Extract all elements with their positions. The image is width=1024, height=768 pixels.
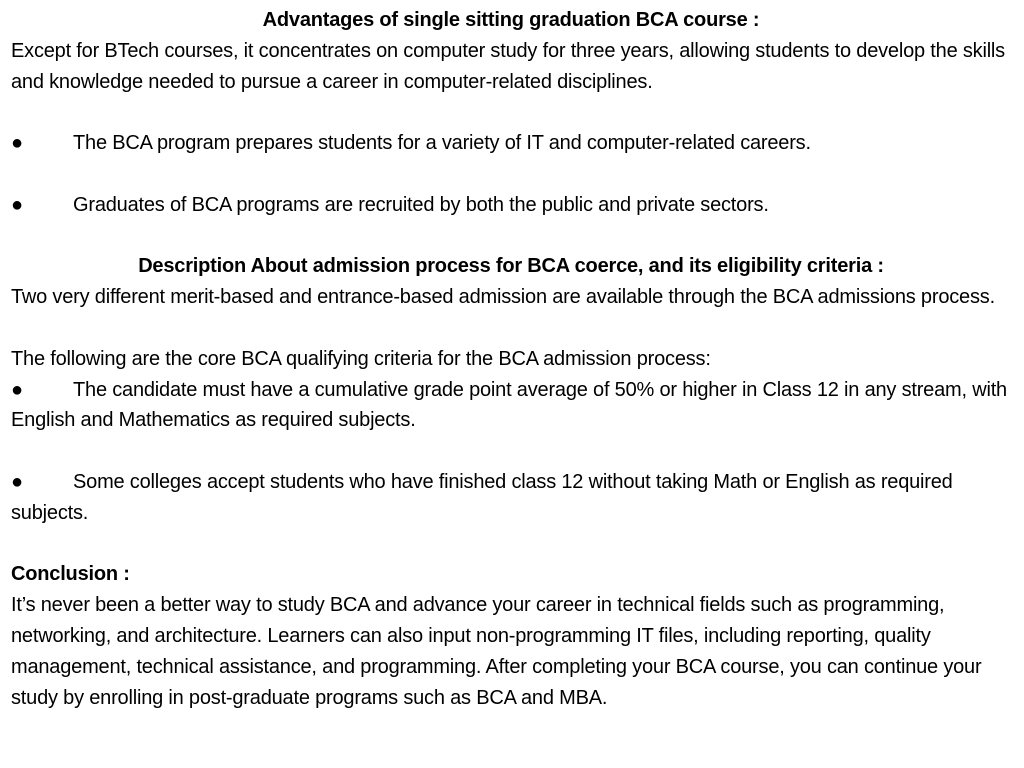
list-item [11, 375, 1011, 437]
admission-intro: Two very different merit-based and entrance-based admission are available through the BCA admissions process. [11, 286, 995, 309]
list-item [11, 128, 1011, 159]
conclusion-heading: Conclusion : [11, 563, 130, 586]
document-page [11, 5, 1011, 713]
list-item [11, 467, 1011, 529]
list-item-text: Graduates of BCA programs are recruited by both the public and private sectors. [73, 193, 769, 216]
bullet-icon: ● [11, 132, 23, 155]
spacer [11, 313, 1011, 344]
bullet-icon: ● [11, 470, 23, 493]
conclusion-body: It’s never been a better way to study BCA and advance your career in technical fields such as programming, networking, and architecture. Learners can also input non-programming IT files, including reporting, quality management, technical assistance, and programming. After completing your BCA course, you can continue your study by enrolling in post-graduate programs such as BCA and MBA. [11, 594, 982, 709]
admission-heading: Description About admission process for BCA coerce, and its eligibility criteria : [138, 255, 884, 278]
advantages-intro: Except for BTech courses, it concentrates on computer study for three years, allowing students to develop the skills and knowledge needed to pursue a career in computer-related disciplines. [11, 39, 1005, 93]
spacer [11, 221, 1011, 252]
criteria-intro: The following are the core BCA qualifying criteria for the BCA admission process: [11, 347, 711, 370]
bullet-icon: ● [11, 193, 23, 216]
bullet-icon: ● [11, 378, 23, 401]
advantages-heading: Advantages of single sitting graduation BCA course : [262, 9, 760, 31]
spacer [11, 159, 1011, 190]
spacer [11, 529, 1011, 560]
list-item-text: The candidate must have a cumulative grade point average of 50% or higher in Class 12 in any stream, with English and Mathematics as required subjects. [11, 378, 1007, 432]
list-item-text: The BCA program prepares students for a variety of IT and computer-related careers. [73, 132, 811, 155]
list-item [11, 190, 1011, 221]
list-item-text: Some colleges accept students who have finished class 12 without taking Math or English as required subjects. [11, 470, 953, 524]
spacer [11, 97, 1011, 128]
spacer [11, 436, 1011, 467]
